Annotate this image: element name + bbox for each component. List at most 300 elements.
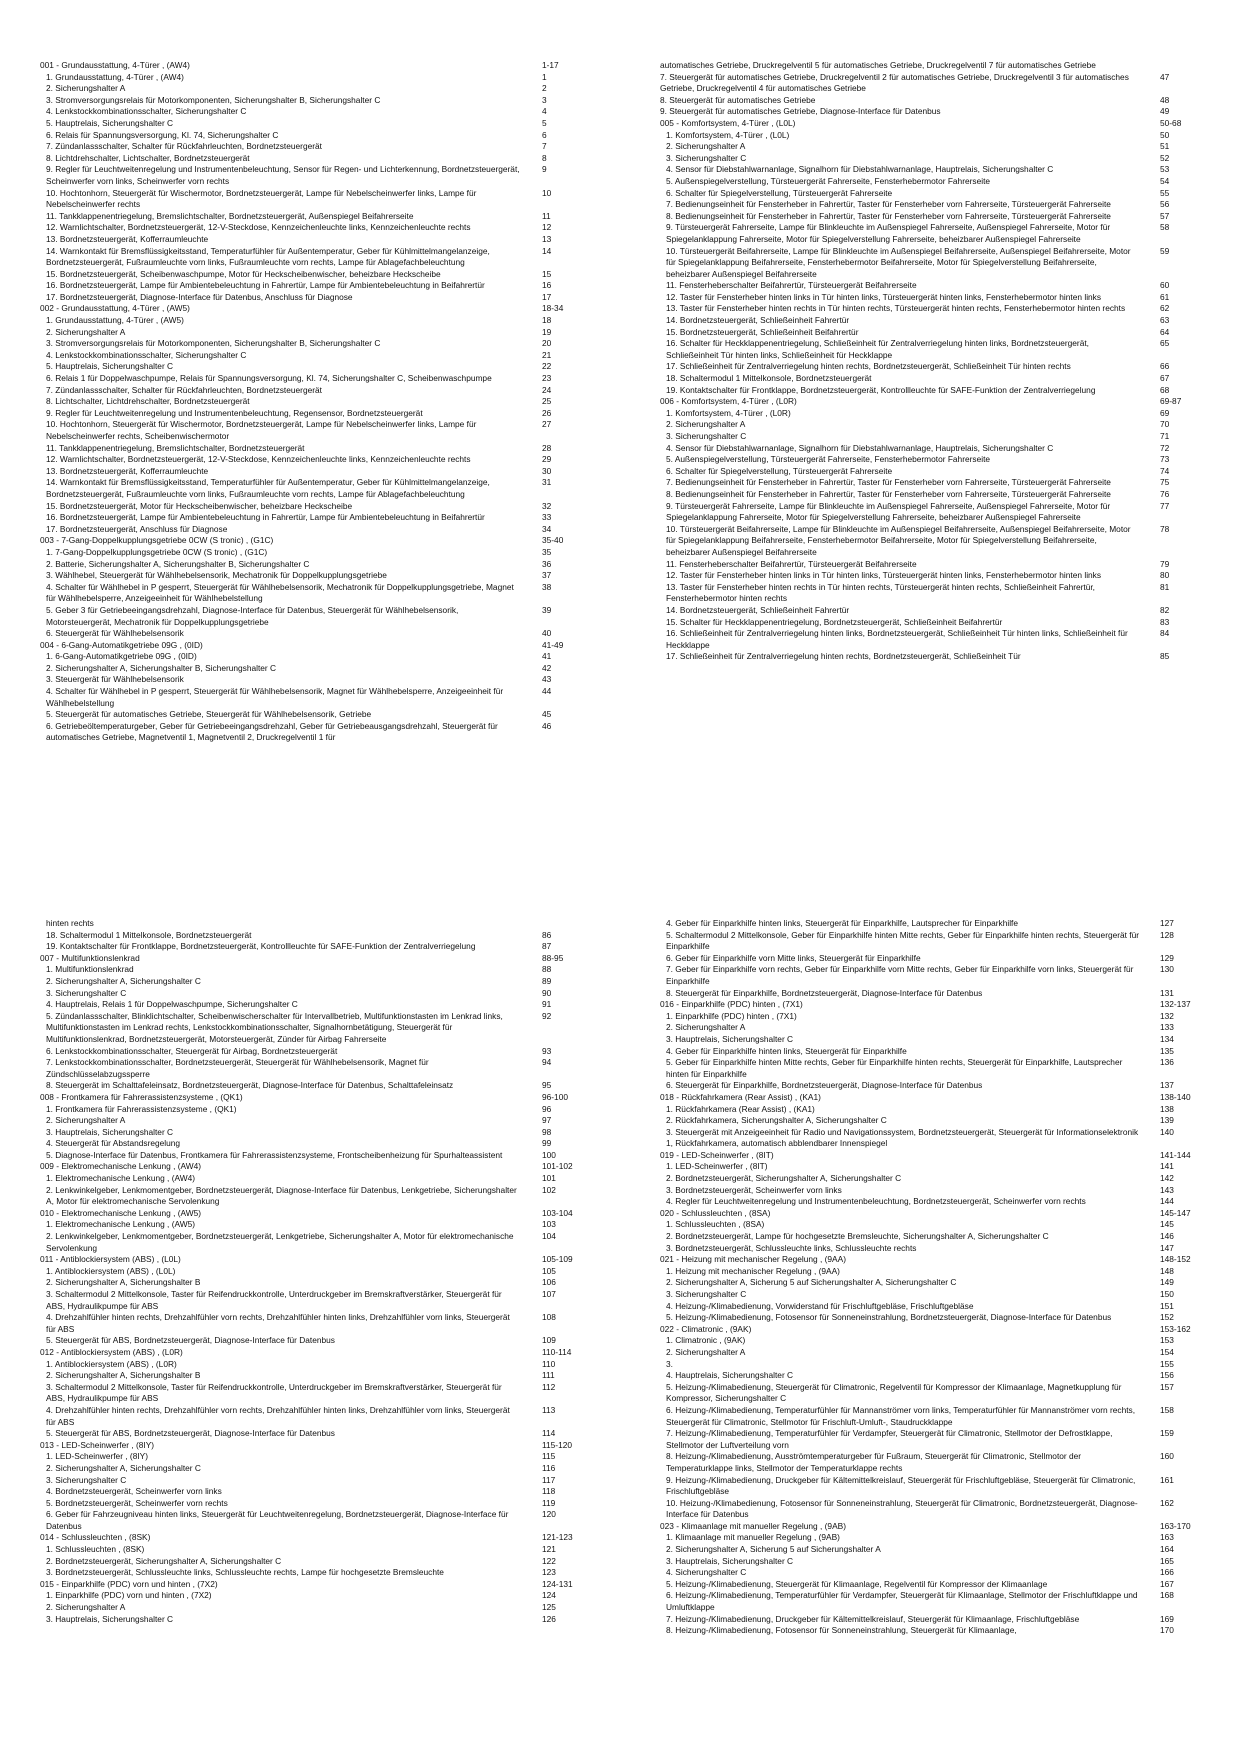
toc-subentry [40,1080,630,1092]
toc-page-number: 141 [1160,1161,1174,1172]
toc-entry-title: 13. Taster für Fensterheber hinten rechts in Tür hinten rechts, Türsteuergerät hinten rechts, Fensterhebermotor hinten rechts [666,303,1126,314]
toc-subentry [40,1475,630,1487]
toc-page-number: 30 [542,465,552,476]
toc-entry-title: 8. Heizung-/Klimabedienung, Ausströmtemperaturgeber für Fußraum, Steuergerät für Climatronic, Stellmotor der Temperaturklappe links, Stellmotor der Temperaturklappe rechts [666,1451,1082,1473]
toc-entry-title: 018 - Rückfahrkamera (Rear Assist) , (KA1) [660,1091,821,1102]
toc-entry-title: 2. Sicherungshalter A [46,1115,126,1126]
toc-page-number: 54 [1160,175,1170,186]
toc-subentry [40,663,630,675]
toc-page-number: 7 [542,141,547,152]
toc-page-number: 169 [1160,1613,1174,1624]
toc-page-number: 148-152 [1160,1254,1191,1265]
toc-subentry [40,1277,630,1289]
toc-subentry [40,1359,630,1371]
toc-subentry [40,721,630,744]
toc-subentry [40,280,630,292]
toc-subentry [40,570,630,582]
toc-entry-title: 17. Schließeinheit für Zentralverriegelung hinten rechts, Bordnetzsteuergerät, Schließeinheit Tür [666,651,1021,662]
toc-entry-title: 4. Hauptrelais, Sicherungshalter C [666,1370,794,1381]
toc-page-number: 9 [542,164,547,175]
toc-page-number: 10 [542,187,552,198]
toc-subentry [660,501,1239,524]
toc-page-number: 122 [542,1555,556,1566]
toc-page-number: 115 [542,1451,556,1462]
toc-entry-title: 8. Steuergerät im Schalttafeleinsatz, Bordnetzsteuergerät, Diagnose-Interface für Datenbus, Schalttafeleinsatz [46,1080,454,1091]
toc-subentry [660,188,1239,200]
toc-entry-title: 17. Bordnetzsteuergerät, Anschluss für Diagnose [46,523,228,534]
toc-entry-title: 4. Sicherungshalter C [666,1567,747,1578]
toc-subentry [40,1614,630,1626]
toc-subentry [660,964,1239,987]
toc-page-number: 145-147 [1160,1207,1191,1218]
toc-page-number: 51 [1160,141,1170,152]
toc-page-number: 16 [542,280,552,291]
toc-section-entry [660,118,1239,130]
toc-page-number: 40 [542,628,552,639]
toc-page-number: 121-123 [542,1532,573,1543]
toc-page-number: 71 [1160,431,1170,441]
toc-entry-title: 4. Regler für Leuchtweitenregelung und Instrumentenbeleuchtung, Bordnetzsteuergerät, Scheinwerfer vorn rechts [666,1196,1086,1207]
toc-page-number: 41 [542,651,552,662]
toc-subentry [660,1277,1239,1289]
toc-page-number: 15 [542,268,552,279]
toc-subentry [40,524,630,536]
toc-entry-title: 13. Taster für Fensterheber hinten rechts in Tür hinten rechts, Türsteuergerät hinten rechts, Schließeinheit Fahrertür, Fensterhebermotor hinten rechts [666,581,1095,604]
toc-page-number: 13 [542,233,552,244]
toc-page-number: 104 [542,1231,556,1242]
toc-entry-title: 9. Steuergerät für automatisches Getriebe, Diagnose-Interface für Datenbus [660,106,941,117]
toc-entry-title: 020 - Schlussleuchten , (8SA) [660,1207,771,1218]
toc-entry-title: 011 - Antiblockiersystem (ABS) , (L0L) [40,1254,181,1265]
toc-page-number: 4 [542,106,547,117]
toc-subentry [40,674,630,686]
toc-page-number: 161 [1160,1474,1174,1485]
toc-entry-title: 16. Bordnetzsteuergerät, Lampe für Ambientebeleuchtung in Fahrertür, Lampe für Ambientebeleuchtung in Beifahrertür [46,280,485,291]
toc-subentry [660,1011,1239,1023]
toc-section-entry [660,396,1239,408]
toc-page-number: 159 [1160,1428,1174,1439]
toc-entry-title: 3. [666,1358,673,1369]
toc-page-number: 125 [542,1602,556,1613]
toc-page-number: 112 [542,1381,556,1392]
toc-page-number: 28 [542,442,552,453]
toc-entry-title: 005 - Komfortsystem, 4-Türer , (L0L) [660,117,796,128]
toc-entry-title: 008 - Frontkamera für Fahrerassistenzsysteme , (QK1) [40,1091,243,1102]
toc-page-number: 109 [542,1335,556,1346]
toc-subentry [40,1335,630,1347]
toc-entry-title: 15. Bordnetzsteuergerät, Schließeinheit Beifahrertür [666,326,859,337]
toc-entry-title: 2. Lenkwinkelgeber, Lenkmomentgeber, Bordnetzsteuergerät, Lenkgetriebe, Sicherungshalter A, Motor für elektromechanische Servolenkung [46,1231,514,1253]
toc-page-number: 44 [542,686,552,697]
toc-page-number: 117 [542,1474,556,1485]
toc-subentry [660,1556,1239,1568]
toc-subentry [660,582,1239,605]
toc-entry-title: 16. Schließeinheit für Zentralverriegelung hinten links, Bordnetzsteuergerät, Schließeinheit Tür hinten links, Schließeinheit für Heckklappe [666,628,1128,650]
toc-subentry [660,1185,1239,1197]
toc-entry-title: 6. Getriebeöltemperaturgeber, Geber für Getriebeeingangsdrehzahl, Geber für Getriebeausgangsdrehzahl, Steuergerät für automatisches Getriebe, Magnetventil 1, Magnetventil 2, Druckregelventil 1 für [46,720,498,743]
toc-subentry [660,570,1239,582]
toc-page-number: 116 [542,1462,556,1473]
toc-section-entry [660,1092,1239,1104]
toc-entry-title: 5. Diagnose-Interface für Datenbus, Frontkamera für Fahrerassistenzsysteme, Frontscheibenheizung für Spurhalteassistent [46,1149,503,1160]
toc-entry-title: 14. Warnkontakt für Bremsflüssigkeitsstand, Temperaturfühler für Außentemperatur, Geber für Kühlmittelmangelanzeige, Bordnetzsteuergerät, Fußraumleuchte vorn links, Fußraumleuchte vorn rechts, Lampe für Ablagefachbeleuchtung [46,245,490,268]
toc-subentry [660,1301,1239,1313]
toc-entry-title: 2. Sicherungshalter A [46,326,126,337]
toc-entry-title: 9. Regler für Leuchtweitenregelung und Instrumentenbeleuchtung, Sensor für Regen- und Lichterkennung, Bordnetzsteuergerät, Scheinwerfer vorn links, Scheinwerfer vorn rechts [46,164,520,186]
toc-page-number: 136 [1160,1057,1174,1068]
toc-subentry [660,72,1239,95]
toc-entry-title: 2. Lenkwinkelgeber, Lenkmomentgeber, Bordnetzsteuergerät, Diagnose-Interface für Datenbus, Lenkgetriebe, Sicherungshalter A, Motor für elektromechanische Servolenkung [46,1184,517,1207]
toc-page-number: 105-109 [542,1254,573,1265]
toc-page-number: 131 [1160,987,1174,998]
toc-subentry [40,1382,630,1405]
toc-section-entry [40,1254,630,1266]
toc-subentry [660,953,1239,965]
toc-subentry [660,1289,1239,1301]
toc-entry-title: 7. Heizung-/Klimabedienung, Temperaturfühler für Verdampfer, Steuergerät für Climatronic, Stellmotor der Defrostklappe, Stellmotor der Luftverteilung vorn [666,1428,1113,1450]
toc-entry-title: 11. Fensterheberschalter Beifahrertür, Türsteuergerät Beifahrerseite [666,280,917,291]
toc-subentry [660,1231,1239,1243]
toc-section-entry [40,1347,630,1359]
toc-page-number: 96-100 [542,1091,568,1102]
toc-entry-title: 6. Relais für Spannungsversorgung, Kl. 74, Sicherungshalter C [46,129,279,140]
toc-entry-title: 3. Stromversorgungsrelais für Motorkomponenten, Sicherungshalter B, Sicherungshalter C [46,94,381,105]
toc-entry-title: 3. Hauptrelais, Sicherungshalter C [666,1555,794,1566]
toc-subentry [660,1532,1239,1544]
toc-entry-title: 6. Steuergerät für Einparkhilfe, Bordnetzsteuergerät, Diagnose-Interface für Datenbus [666,1080,983,1091]
toc-page-number: 38 [542,581,552,592]
toc-page-number: 73 [1160,454,1170,465]
toc-entry-title: 10. Türsteuergerät Beifahrerseite, Lampe für Blinkleuchte im Außenspiegel Beifahrerseite, Außenspiegel Beifahrerseite, Motor für Spiegelanklappung Beifahrerseite, Fensterhebermotor Beifahrerseite, Motor für Spiegelverstellung Beifahrerseite, beheizbarer Außenspiegel Beifahrerseite [666,245,1131,279]
toc-page-number: 84 [1160,628,1170,639]
toc-subentry [40,338,630,350]
toc-page-number: 17 [542,291,552,302]
toc-entry-title: 18. Schaltermodul 1 Mittelkonsole, Bordnetzsteuergerät [46,929,252,940]
toc-entry-title: 3. Sicherungshalter C [666,431,747,441]
toc-entry-title: 3. Sicherungshalter C [46,1474,127,1485]
toc-subentry [660,1115,1239,1127]
toc-page-number: 70 [1160,419,1170,430]
toc-subentry [40,1312,630,1335]
toc-subentry [40,361,630,373]
toc-page-number: 100 [542,1149,556,1160]
toc-page-number: 124 [542,1590,556,1601]
toc-subentry [660,1266,1239,1278]
toc-subentry [40,976,630,988]
toc-subentry [40,153,630,165]
toc-section-entry [660,1324,1239,1336]
toc-page-number: 33 [542,512,552,523]
toc-page-number: 138 [1160,1103,1174,1114]
toc-page-number: 96 [542,1103,552,1114]
toc-page-number: 59 [1160,245,1170,256]
toc-entry-title: 1. LED-Scheinwerfer , (8IT) [666,1161,768,1172]
toc-subentry [40,930,630,942]
toc-subentry [660,1370,1239,1382]
toc-page-number: 119 [542,1497,556,1508]
toc-entry-title: 12. Warnlichtschalter, Bordnetzsteuergerät, 12-V-Steckdose, Kennzeichenleuchte links, Kennzeichenleuchte rechts [46,454,471,465]
toc-page-number: 101-102 [542,1161,573,1172]
toc-subentry [40,477,630,500]
toc-entry-title: 006 - Komfortsystem, 4-Türer , (L0R) [660,396,797,407]
toc-subentry [40,941,630,953]
toc-subentry [40,501,630,513]
toc-subentry [40,292,630,304]
toc-page-number: 149 [1160,1277,1174,1288]
toc-page-number: 154 [1160,1346,1174,1357]
toc-entry-title: 13. Bordnetzsteuergerät, Kofferraumleuchte [46,233,209,244]
toc-subentry [40,385,630,397]
toc-page-number: 144 [1160,1196,1174,1207]
toc-subentry [660,280,1239,292]
toc-entry-title: 003 - 7-Gang-Doppelkupplungsgetriebe 0CW (S tronic) , (G1C) [40,535,274,546]
toc-subentry [40,628,630,640]
toc-subentry [660,524,1239,559]
toc-page-number: 110-114 [542,1346,572,1357]
toc-subentry [40,1590,630,1602]
toc-entry-title: 8. Bedienungseinheit für Fensterheber in Fahrertür, Taster für Fensterheber vorn Fahrerseite, Türsteuergerät Fahrerseite [666,488,1111,499]
toc-entry-title: 2. Sicherungshalter A [666,1022,746,1033]
toc-entry-title: 8. Steuergerät für Einparkhilfe, Bordnetzsteuergerät, Diagnose-Interface für Datenbus [666,987,983,998]
toc-page-2-left-column [40,918,630,1713]
toc-entry-title: 12. Taster für Fensterheber hinten links in Tür hinten links, Türsteuergerät hinten links, Fensterhebermotor hinten links [666,570,1102,581]
toc-subentry [40,106,630,118]
toc-page-number: 20 [542,338,552,349]
toc-subentry [660,431,1239,443]
toc-entry-title: 5. Heizung-/Klimabedienung, Steuergerät für Klimaanlage, Regelventil für Kompressor der Klimaanlage [666,1578,1048,1589]
toc-entry-title: 2. Sicherungshalter A, Sicherungshalter B [46,1370,201,1381]
toc-entry-title: 3. Schaltermodul 2 Mittelkonsole, Taster für Reifendruckkontrolle, Unterdruckgeber im Bremskraftverstärker, Steuergerät für ABS, Hydraulikpumpe für ABS [46,1381,502,1404]
toc-subentry [660,477,1239,489]
toc-subentry [660,1057,1239,1080]
toc-page-number: 41-49 [542,639,564,650]
toc-entry-title: 3. Sicherungshalter C [666,152,747,163]
toc-page-number: 165 [1160,1555,1174,1566]
toc-subentry [660,1451,1239,1474]
toc-subentry [40,1011,630,1046]
toc-entry-title: 6. Steuergerät für Wählhebelsensorik [46,628,184,639]
toc-page-number: 130 [1160,964,1174,975]
toc-entry-title: 12. Warnlichtschalter, Bordnetzsteuergerät, 12-V-Steckdose, Kennzeichenleuchte links, Kennzeichenleuchte rechts [46,222,471,233]
toc-subentry [40,222,630,234]
toc-page-number: 49 [1160,106,1170,117]
toc-entry-title: 6. Heizung-/Klimabedienung, Temperaturfühler für Mannanströmer vorn links, Temperaturfühler für Mannanströmer vorn rechts, Steuergerät für Climatronic, Stellmotor für Frischluft-Umluft-, Staudruckklappe [666,1404,1136,1427]
toc-subentry [40,918,630,930]
toc-subentry [660,1219,1239,1231]
toc-entry-title: 6. Relais 1 für Doppelwaschpumpe, Relais für Spannungsversorgung, Kl. 74, Sicherungshalter C, Scheibenwaschpumpe [46,373,492,384]
toc-page-number: 32 [542,500,552,511]
toc-entry-title: 6. Schalter für Spiegelverstellung, Türsteuergerät Fahrerseite [666,187,893,198]
toc-subentry [660,130,1239,142]
toc-entry-title: 9. Türsteuergerät Fahrerseite, Lampe für Blinkleuchte im Außenspiegel Fahrerseite, Außenspiegel Fahrerseite, Motor für Spiegelanklappung Fahrerseite, Motor für Spiegelverstellung Fahrerseite, beheizbarer Außenspiegel Fahrerseite [666,500,1111,523]
toc-page-number: 31 [542,477,552,488]
toc-entry-title: 16. Bordnetzsteuergerät, Lampe für Ambientebeleuchtung in Fahrertür, Lampe für Ambientebeleuchtung in Beifahrertür [46,512,485,523]
toc-entry-title: 2. Bordnetzsteuergerät, Lampe für hochgesetzte Bremsleuchte, Sicherungshalter A, Sicherungshalter C [666,1231,1049,1242]
toc-subentry [40,350,630,362]
toc-page-number: 111 [542,1370,555,1381]
toc-page-number: 50 [1160,129,1170,140]
toc-entry-title: 010 - Elektromechanische Lenkung , (AW5) [40,1207,202,1218]
toc-subentry [40,188,630,211]
toc-page-number: 2 [542,83,547,94]
toc-entry-title: 7. Bedienungseinheit für Fensterheber in Fahrertür, Taster für Fensterheber vorn Fahrerseite, Türsteuergerät Fahrerseite [666,477,1111,488]
toc-page-number: 124-131 [542,1578,573,1589]
toc-subentry [660,1196,1239,1208]
toc-subentry [660,1335,1239,1347]
toc-subentry [660,1382,1239,1405]
toc-entry-title: 19. Kontaktschalter für Frontklappe, Bordnetzsteuergerät, Kontrollleuchte für SAFE-Funktion der Zentralverriegelung [666,384,1096,395]
toc-subentry [40,1219,630,1231]
toc-page-number: 97 [542,1115,552,1126]
toc-subentry [660,1590,1239,1613]
toc-page-number: 115-120 [542,1439,573,1450]
toc-entry-title: 1. Einparkhilfe (PDC) vorn und hinten , (7X2) [46,1590,212,1601]
toc-subentry [660,628,1239,651]
toc-entry-title: 10. Heizung-/Klimabedienung, Fotosensor für Sonneneinstrahlung, Steuergerät für Climatronic, Bordnetzsteuergerät, Diagnose-Interface für Datenbus [666,1497,1138,1520]
toc-entry-title: 3. Stromversorgungsrelais für Motorkomponenten, Sicherungshalter B, Sicherungshalter C [46,338,381,349]
toc-page-number: 69 [1160,407,1170,418]
toc-page-number: 36 [542,558,552,569]
toc-entry-title: 2. Sicherungshalter A, Sicherungshalter B, Sicherungshalter C [46,662,277,673]
toc-subentry [660,1405,1239,1428]
toc-subentry [40,130,630,142]
toc-subentry [660,1034,1239,1046]
toc-page-number: 83 [1160,616,1170,627]
toc-page-number: 78 [1160,523,1170,534]
toc-subentry [40,1185,630,1208]
toc-entry-title: 6. Geber für Fahrzeugniveau hinten links, Steuergerät für Leuchtweitenregelung, Bordnetzsteuergerät, Diagnose-Interface für Datenbus [46,1509,509,1531]
toc-page-number: 94 [542,1057,552,1068]
toc-section-entry [40,1440,630,1452]
toc-page-number: 150 [1160,1289,1174,1299]
toc-entry-title: 6. Lenkstockkombinationsschalter, Steuergerät für Airbag, Bordnetzsteuergerät [46,1045,338,1056]
toc-entry-title: 1. Frontkamera für Fahrerassistenzsysteme , (QK1) [46,1103,237,1114]
toc-page-number: 137 [1160,1080,1174,1091]
toc-entry-title: 2. Batterie, Sicherungshalter A, Sicherungshalter B, Sicherungshalter C [46,558,310,569]
toc-page-number: 157 [1160,1381,1174,1392]
toc-page-number: 5 [542,117,547,128]
toc-page-number: 58 [1160,222,1170,233]
toc-subentry [40,408,630,420]
toc-entry-title: 7. Steuergerät für automatisches Getriebe, Druckregelventil 2 für automatisches Getriebe, Druckregelventil 3 für automatisches Getriebe, Druckregelventil 4 für automatisches Getriebe [660,71,1129,94]
toc-subentry [40,373,630,385]
toc-entry-title: 4. Sensor für Diebstahlwarnanlage, Signalhorn für Diebstahlwarnanlage, Hauptrelais, Sicherungshalter C [666,164,1054,175]
toc-page-number: 160 [1160,1451,1174,1462]
toc-page-1-right-column [660,60,1239,855]
toc-page-number: 66 [1160,361,1170,372]
toc-subentry [660,292,1239,304]
toc-entry-title: 012 - Antiblockiersystem (ABS) , (L0R) [40,1346,183,1357]
toc-subentry [40,1289,630,1312]
toc-page-number: 129 [1160,952,1174,963]
toc-page-number: 45 [542,709,552,720]
toc-subentry [40,1057,630,1080]
toc-entry-title: 2. Rückfahrkamera, Sicherungshalter A, Sicherungshalter C [666,1115,887,1126]
toc-entry-title: 022 - Climatronic , (9AK) [660,1323,752,1334]
toc-entry-title: 8. Steuergerät für automatisches Getriebe [660,94,816,105]
toc-page-number: 98 [542,1126,552,1137]
toc-entry-title: 3. Bordnetzsteuergerät, Scheinwerfer vorn links [666,1184,842,1195]
toc-subentry [40,1046,630,1058]
toc-entry-title: 1. Elektromechanische Lenkung , (AW4) [46,1173,196,1184]
toc-entry-title: 013 - LED-Scheinwerfer , (8IY) [40,1439,155,1450]
toc-page-number: 132 [1160,1010,1174,1021]
toc-subentry [660,338,1239,361]
toc-subentry [660,1127,1239,1150]
toc-page-number: 65 [1160,338,1170,349]
toc-entry-title: 5. Steuergerät für ABS, Bordnetzsteuergerät, Diagnose-Interface für Datenbus [46,1428,335,1439]
toc-subentry [660,164,1239,176]
toc-entry-title: 3. Hauptrelais, Sicherungshalter C [46,1613,174,1624]
toc-subentry [40,72,630,84]
toc-subentry [660,95,1239,107]
toc-page-number: 6 [542,129,547,140]
toc-page-number: 170 [1160,1625,1174,1636]
toc-page-number: 43 [542,674,552,685]
toc-entry-title: 1. Schlussleuchten , (8SK) [46,1544,145,1555]
toc-entry-title: 10. Hochtonhorn, Steuergerät für Wischermotor, Bordnetzsteuergerät, Lampe für Nebelscheinwerfer links, Lampe für Nebelscheinwerfer rechts, Scheibenwischermotor [46,419,477,441]
toc-subentry [40,964,630,976]
toc-subentry [40,1231,630,1254]
toc-subentry [40,1266,630,1278]
toc-page-number: 55 [1160,187,1170,198]
toc-page-number: 156 [1160,1370,1174,1381]
toc-section-entry [40,1208,630,1220]
toc-page-number: 145 [1160,1219,1174,1230]
toc-entry-title: 1. 6-Gang-Automatikgetriebe 09G , (0ID) [46,651,197,662]
toc-entry-title: 8. Heizung-/Klimabedienung, Fotosensor für Sonneneinstrahlung, Steuergerät für Klimaanlage, [666,1625,1017,1636]
toc-subentry [40,246,630,269]
toc-page-number: 64 [1160,326,1170,337]
toc-page-number: 77 [1160,500,1170,511]
toc-entry-title: 015 - Einparkhilfe (PDC) vorn und hinten , (7X2) [40,1578,218,1589]
toc-entry-title: 4. Lenkstockkombinationsschalter, Sicherungshalter C [46,106,247,117]
toc-entry-title: 17. Bordnetzsteuergerät, Diagnose-Interface für Datenbus, Anschluss für Diagnose [46,291,353,302]
toc-subentry [40,1544,630,1556]
toc-entry-title: 15. Bordnetzsteuergerät, Scheibenwaschpumpe, Motor für Heckscheibenwischer, beheizbare Heckscheibe [46,268,441,279]
toc-page-number: 101 [542,1173,556,1184]
toc-page-number: 37 [542,570,552,581]
toc-page-number: 85 [1160,651,1170,662]
toc-subentry [660,1312,1239,1324]
toc-subentry [40,1104,630,1116]
toc-page-number: 153 [1160,1335,1174,1346]
toc-subentry [660,1428,1239,1451]
toc-subentry [660,988,1239,1000]
toc-entry-title: 7. Heizung-/Klimabedienung, Druckgeber für Kältemittelkreislauf, Steuergerät für Klimaanlage, Frischluftgebläse [666,1613,1080,1624]
toc-entry-title: 019 - LED-Scheinwerfer , (8IT) [660,1149,774,1160]
toc-entry-title: 3. Sicherungshalter C [666,1289,747,1299]
toc-entry-title: 3. Sicherungshalter C [46,987,127,998]
toc-subentry [660,1475,1239,1498]
toc-entry-title: 004 - 6-Gang-Automatikgetriebe 09G , (0ID) [40,639,203,650]
toc-page-number: 35 [542,546,552,557]
toc-subentry [660,617,1239,629]
toc-page-number: 106 [542,1277,556,1288]
toc-entry-title: 4. Hauptrelais, Relais 1 für Doppelwaschpumpe, Sicherungshalter C [46,999,298,1010]
toc-subentry [40,1428,630,1440]
toc-entry-title: 2. Sicherungshalter A [666,141,746,152]
toc-page-number: 103 [542,1219,556,1230]
toc-page-number: 148 [1160,1265,1174,1276]
toc-entry-title: 2. Sicherungshalter A, Sicherungshalter B [46,1277,201,1288]
toc-subentry [40,582,630,605]
toc-page-number: 1-17 [542,60,559,70]
toc-section-entry [40,640,630,652]
toc-subentry [660,1614,1239,1626]
toc-subentry [40,1451,630,1463]
toc-entry-title: 016 - Einparkhilfe (PDC) hinten , (7X1) [660,999,803,1010]
